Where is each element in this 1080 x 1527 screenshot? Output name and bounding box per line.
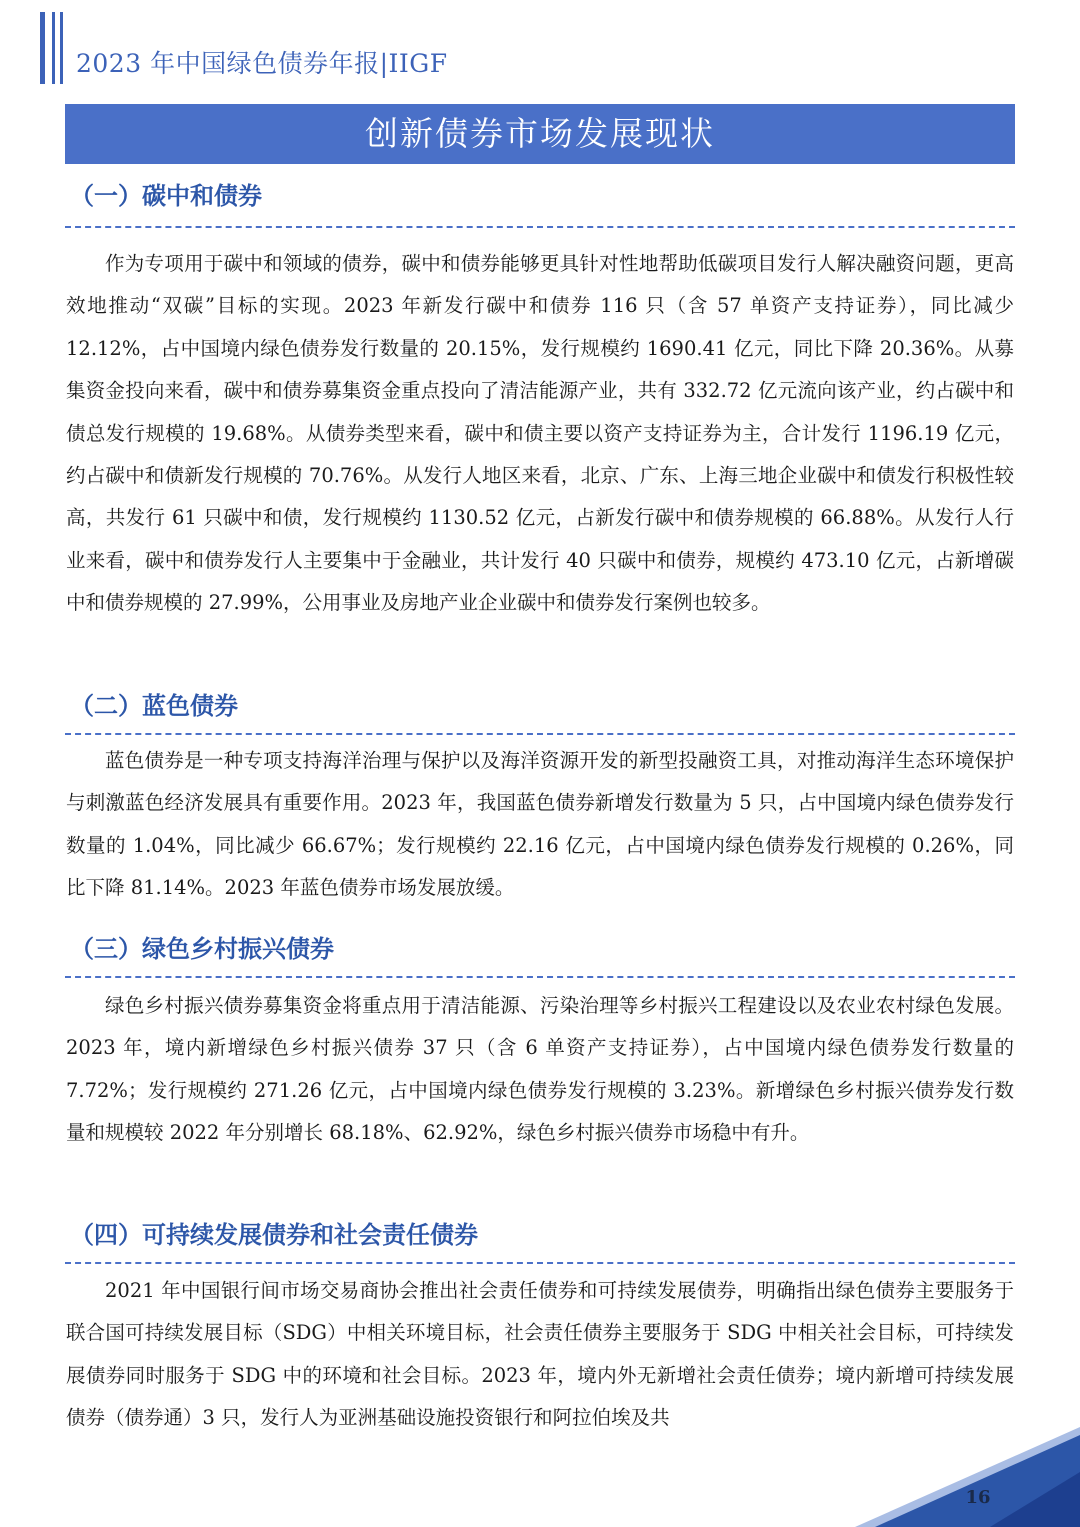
section-heading-carbon-neutral: （一）碳中和债券 bbox=[70, 182, 262, 210]
section-divider bbox=[65, 733, 1015, 735]
paragraph-sustainability-social: 2021 年中国银行间市场交易商协会推出社会责任债券和可持续发展债券，明确指出绿色债券主要服务于联合国可持续发展目标（SDG）中相关环境目标，社会责任债券主要服务于 SDG 中相关社会目标，可持续发展债券同时服务于 SDG 中的环境和社会目标。2023 年，境内外无新增社会责任债券；境内新增可持续发展债券（债券通）3 只，发行人为亚洲基础设施投资银行和阿拉伯埃及共 bbox=[66, 1279, 1014, 1430]
header-decoration-bar bbox=[52, 12, 55, 84]
section-heading-sustainability-social: （四）可持续发展债券和社会责任债券 bbox=[70, 1221, 478, 1249]
header-decoration-bar bbox=[40, 12, 45, 84]
page-title-banner: 创新债券市场发展现状 bbox=[65, 104, 1015, 164]
corner-triangle-decoration bbox=[840, 1427, 1080, 1527]
paragraph-carbon-neutral: 作为专项用于碳中和领域的债券，碳中和债券能够更具针对性地帮助低碳项目发行人解决融资问题，更高效地推动“双碳”目标的实现。2023 年新发行碳中和债券 116 只（含 57 单资产支持证券），同比减少 12.12%，占中国境内绿色债券发行数量的 20.15%，发行规模约 1690.41 亿元，同比下降 20.36%。从募集资金投向来看，碳中和债券募集资金重点投向了清洁能源产业，共有 332.72 亿元流向该产业，约占碳中和债总发行规模的 19.68%。从债券类型来看，碳中和债主要以资产支持证券为主，合计发行 1196.19 亿元，约占碳中和债新发行规模的 70.76%。从发行人地区来看，北京、广东、上海三地企业碳中和债发行积极性较高，共发行 61 只碳中和债，发行规模约 1130.52 亿元，占新发行碳中和债券规模的 66.88%。从发行人行业来看，碳中和债券发行人主要集中于金融业，共计发行 40 只碳中和债券，规模约 473.10 亿元，占新增碳中和债券规模的 27.99%，公用事业及房地产业企业碳中和债券发行案例也较多。 bbox=[66, 252, 1014, 615]
section-heading-blue-bonds: （二）蓝色债券 bbox=[70, 692, 238, 720]
section-divider bbox=[65, 1262, 1015, 1264]
page-number: 16 bbox=[965, 1487, 991, 1508]
report-header-title: 2023 年中国绿色债券年报|IIGF bbox=[76, 49, 448, 78]
section-heading-rural-revitalization: （三）绿色乡村振兴债券 bbox=[70, 935, 334, 963]
paragraph-rural-revitalization: 绿色乡村振兴债券募集资金将重点用于清洁能源、污染治理等乡村振兴工程建设以及农业农村绿色发展。2023 年，境内新增绿色乡村振兴债券 37 只（含 6 单资产支持证券），占中国境内绿色债券发行数量的 7.72%；发行规模约 271.26 亿元，占中国境内绿色债券发行规模的 3.23%。新增绿色乡村振兴债券发行数量和规模较 2022 年分别增长 68.18%、62.92%，绿色乡村振兴债券市场稳中有升。 bbox=[66, 994, 1014, 1145]
section-divider bbox=[65, 976, 1015, 978]
paragraph-blue-bonds: 蓝色债券是一种专项支持海洋治理与保护以及海洋资源开发的新型投融资工具，对推动海洋生态环境保护与刺激蓝色经济发展具有重要作用。2023 年，我国蓝色债券新增发行数量为 5 只，占中国境内绿色债券发行数量的 1.04%，同比减少 66.67%；发行规模约 22.16 亿元，占中国境内绿色债券发行规模的 0.26%，同比下降 81.14%。2023 年蓝色债券市场发展放缓。 bbox=[66, 749, 1014, 900]
header-decoration-bar bbox=[60, 12, 63, 84]
section-divider bbox=[65, 226, 1015, 228]
